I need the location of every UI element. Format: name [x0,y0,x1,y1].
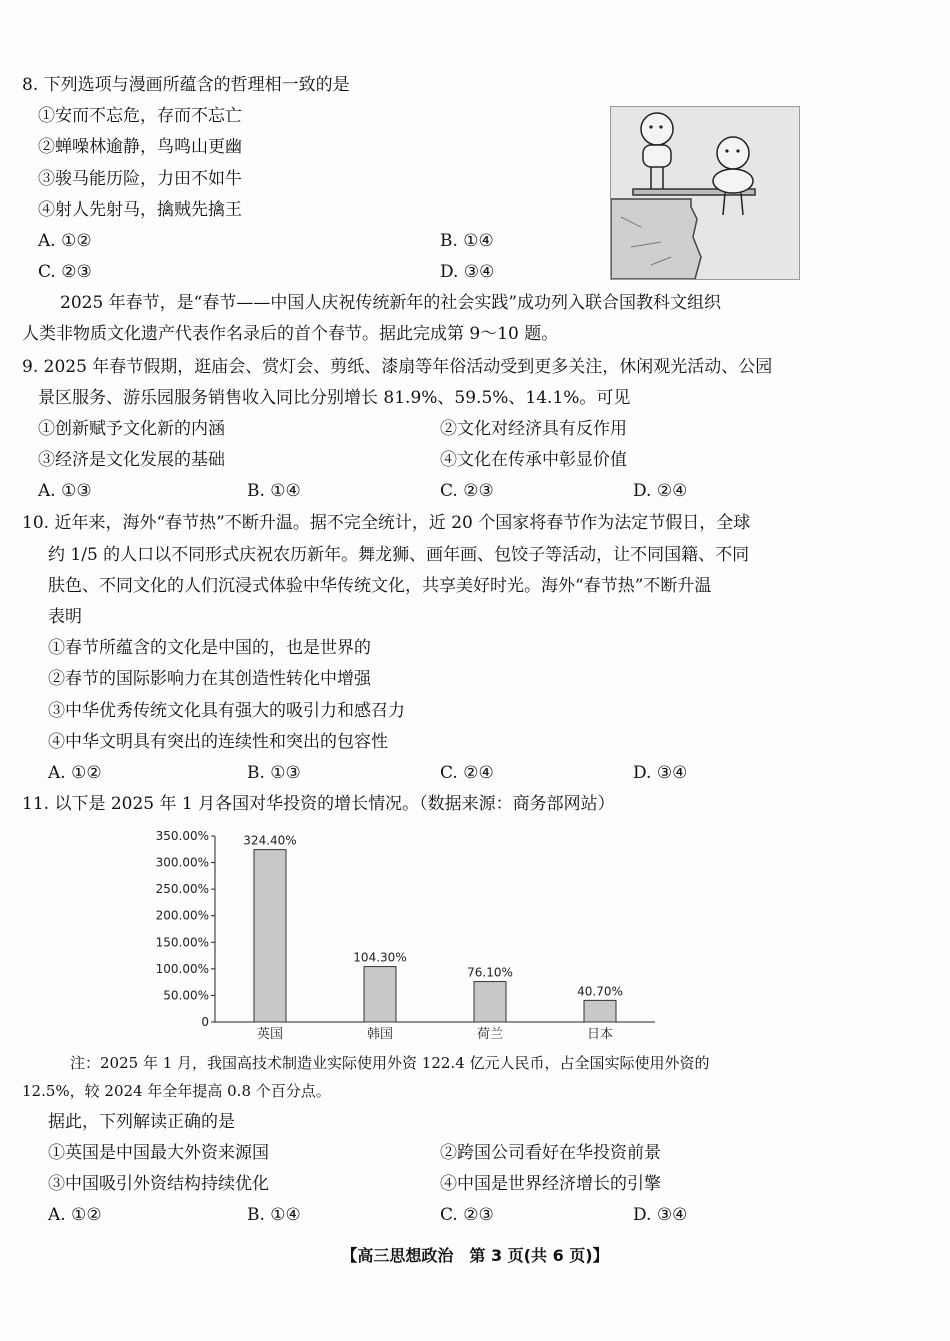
q8-stem: 8. 下列选项与漫画所蕴含的哲理相一致的是 [22,75,350,95]
cartoon-image [610,106,800,280]
x-category-label: 荷兰 [476,1027,504,1042]
y-tick-label: 300.00% [155,855,209,870]
bar-荷兰 [474,982,506,1022]
q8-option-d[interactable]: D. ③④ [440,262,495,282]
bar-日本 [584,1000,616,1022]
q11-lead: 据此，下列解读正确的是 [48,1112,235,1132]
q9-option-d[interactable]: D. ②④ [633,481,688,501]
q11-note-2: 12.5%，较 2024 年全年提高 0.8 个百分点。 [22,1082,331,1100]
q9-item-3: ③经济是文化发展的基础 [38,450,225,470]
bar-韩国 [364,967,396,1022]
bar-value-label: 40.70% [577,984,623,999]
q9-stem-2: 景区服务、游乐园服务销售收入同比分别增长 81.9%、59.5%、14.1%。可见 [38,388,631,408]
q11-note-1: 注：2025 年 1 月，我国高技术制造业实际使用外资 122.4 亿元人民币，占全国实际使用外资的 [70,1054,710,1072]
bar-value-label: 76.10% [467,965,513,980]
y-tick-label: 200.00% [155,908,209,923]
bar-英国 [254,850,286,1022]
q11-option-c[interactable]: C. ②③ [440,1205,494,1225]
q11-option-d[interactable]: D. ③④ [633,1205,688,1225]
q11-item-3: ③中国吸引外资结构持续优化 [48,1174,269,1194]
q10-stem-3: 肤色、不同文化的人们沉浸式体验中华传统文化，共享美好时光。海外“春节热”不断升温 [48,576,712,596]
q8-item-2: ②蝉噪林逾静，鸟鸣山更幽 [38,137,242,157]
bar-value-label: 324.40% [243,833,297,848]
y-tick-label: 100.00% [155,961,209,976]
investment-bar-chart [150,828,670,1048]
q8-option-a[interactable]: A. ①② [38,231,92,251]
y-tick-label: 150.00% [155,935,209,950]
q10-item-3: ③中华优秀传统文化具有强大的吸引力和感召力 [48,701,405,721]
bar-value-label: 104.30% [353,950,407,965]
q11-item-1: ①英国是中国最大外资来源国 [48,1143,269,1163]
q11-stem: 11. 以下是 2025 年 1 月各国对华投资的增长情况。（数据来源：商务部网站） [22,794,615,814]
x-category-label: 英国 [256,1027,284,1042]
q9-item-1: ①创新赋予文化新的内涵 [38,419,225,439]
q11-item-2: ②跨国公司看好在华投资前景 [440,1143,661,1163]
q8-item-3: ③骏马能历险，力田不如牛 [38,169,242,189]
q10-stem-4: 表明 [48,607,82,627]
q9-item-2: ②文化对经济具有反作用 [440,419,627,439]
chart-svg [150,828,670,1048]
intro-line-2: 人类非物质文化遗产代表作名录后的首个春节。据此完成第 9～10 题。 [22,324,559,344]
page-footer: 【高三思想政治 第 3 页(共 6 页)】 [341,1246,609,1265]
y-tick-label: 50.00% [163,988,209,1003]
y-tick-label: 350.00% [155,829,209,843]
q11-option-b[interactable]: B. ①④ [247,1205,301,1225]
q10-option-a[interactable]: A. ①② [48,763,102,783]
y-tick-label: 0 [201,1015,209,1029]
cartoon-drawing [611,107,799,279]
intro-line-1: 2025 年春节，是“春节——中国人庆祝传统新年的社会实践”成功列入联合国教科文组织 [60,293,722,313]
q8-option-c[interactable]: C. ②③ [38,262,92,282]
q10-option-c[interactable]: C. ②④ [440,763,494,783]
q8-option-b[interactable]: B. ①④ [440,231,494,251]
q10-option-d[interactable]: D. ③④ [633,763,688,783]
q9-option-c[interactable]: C. ②③ [440,481,494,501]
y-tick-label: 250.00% [155,882,209,897]
q9-item-4: ④文化在传承中彰显价值 [440,450,627,470]
q11-option-a[interactable]: A. ①② [48,1205,102,1225]
x-category-label: 韩国 [366,1027,394,1042]
q9-option-a[interactable]: A. ①③ [38,481,92,501]
q10-stem-2: 约 1/5 的人口以不同形式庆祝农历新年。舞龙狮、画年画、包饺子等活动，让不同国籍、不同 [48,545,750,565]
q10-item-1: ①春节所蕴含的文化是中国的，也是世界的 [48,638,371,658]
q11-item-4: ④中国是世界经济增长的引擎 [440,1174,661,1194]
q10-stem-1: 10. 近年来，海外“春节热”不断升温。据不完全统计，近 20 个国家将春节作为法定节假日，全球 [22,513,751,533]
q10-item-2: ②春节的国际影响力在其创造性转化中增强 [48,669,371,689]
q9-option-b[interactable]: B. ①④ [247,481,301,501]
q10-option-b[interactable]: B. ①③ [247,763,301,783]
q8-item-1: ①安而不忘危，存而不忘亡 [38,106,242,126]
q10-item-4: ④中华文明具有突出的连续性和突出的包容性 [48,732,388,752]
q9-stem-1: 9. 2025 年春节假期，逛庙会、赏灯会、剪纸、漆扇等年俗活动受到更多关注，休闲观光活动、公园 [22,357,773,377]
x-category-label: 日本 [586,1027,614,1042]
q8-item-4: ④射人先射马，擒贼先擒王 [38,200,242,220]
